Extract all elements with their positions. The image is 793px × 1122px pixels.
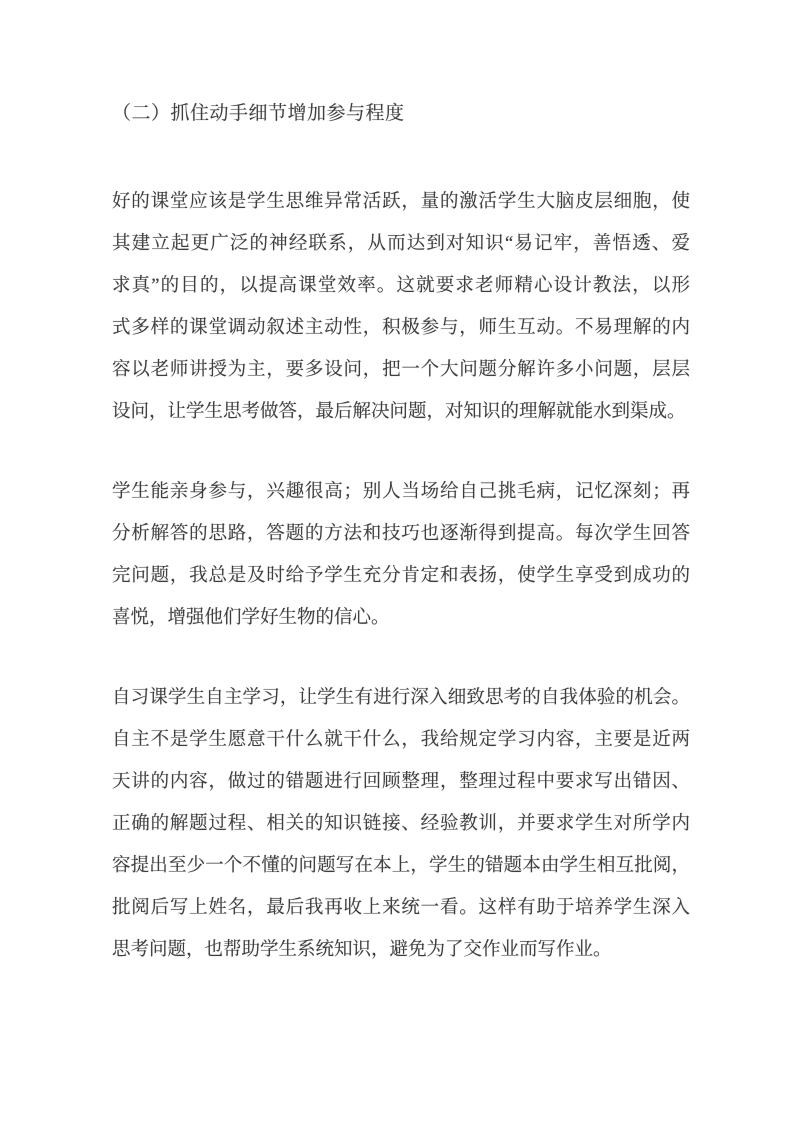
text-line: 式多样的课堂调动叙述主动性，积极参与，师生互动。不易理解的内 — [112, 318, 690, 338]
text-line: 学生能亲身参与，兴趣很高；别人当场给自己挑毛病，记忆深刻；再 — [112, 482, 690, 502]
paragraph — [112, 181, 690, 433]
text-line: 其建立起更广泛的神经联系，从而达到对知识“易记牢，善悟透、爱 — [112, 234, 690, 254]
text-line: 完问题，我总是及时给予学生充分肯定和表扬，使学生享受到成功的 — [112, 566, 690, 586]
paragraph — [112, 471, 690, 639]
text-line: 喜悦，增强他们学好生物的信心。 — [112, 608, 390, 628]
paragraph — [112, 677, 690, 971]
text-line: 正确的解题过程、相关的知识链接、经验教训，并要求学生对所学内 — [112, 814, 690, 834]
text-line: 批阅后写上姓名，最后我再收上来统一看。这样有助于培养学生深入 — [112, 898, 690, 918]
text-line: 好的课堂应该是学生思维异常活跃，量的激活学生大脑皮层细胞，使 — [112, 192, 690, 212]
text-line: 求真”的目的，以提高课堂效率。这就要求老师精心设计教法，以形 — [112, 276, 690, 296]
text-line: 思考问题，也帮助学生系统知识，避免为了交作业而写作业。 — [112, 940, 612, 960]
text-line: 设问，让学生思考做答，最后解决问题，对知识的理解就能水到渠成。 — [112, 402, 686, 422]
text-line: 天讲的内容，做过的错题进行回顾整理，整理过程中要求写出错因、 — [112, 772, 690, 792]
text-line: 分析解答的思路，答题的方法和技巧也逐渐得到提高。每次学生回答 — [112, 524, 690, 544]
text-line: 自习课学生自主学习，让学生有进行深入细致思考的自我体验的机会。 — [112, 688, 690, 708]
text-line: 容提出至少一个不懂的问题写在本上，学生的错题本由学生相互批阅， — [112, 856, 690, 876]
text-line: 容以老师讲授为主，要多设问，把一个大问题分解许多小问题，层层 — [112, 360, 690, 380]
text-line: 自主不是学生愿意干什么就干什么，我给规定学习内容，主要是近两 — [112, 730, 690, 750]
section-heading: （二）抓住动手细节增加参与程度 — [112, 103, 405, 124]
